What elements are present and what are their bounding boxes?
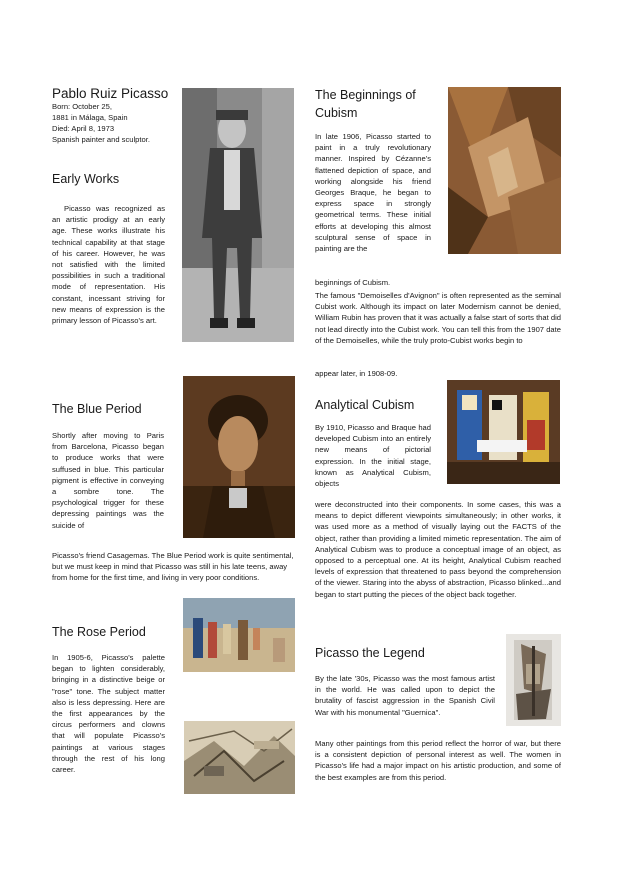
legend-heading: Picasso the Legend xyxy=(315,646,425,660)
rose-period-circus-sketch xyxy=(184,721,295,794)
three-musicians-painting xyxy=(447,380,560,484)
early-works-text: Picasso was recognized as an artistic prodigy at an early age. These works illustrate his technical capability at that stage of his career. However, he was not satisfied with the limited possibilities in such a traditional mode of representation. His constant, incessant striving for new means of expression is the primary lesson of Picasso's art. xyxy=(52,204,165,326)
early-works-heading: Early Works xyxy=(52,172,120,186)
bio-block xyxy=(52,86,182,145)
blue-period-text-wide: Picasso's friend Casagemas. The Blue Period work is quite sentimental, but we must keep in mind that Picasso was still in his late teens, away from home for the first time, and living in very poor conditions. xyxy=(52,551,294,583)
analytical-text-wide: were deconstructed into their components. In some cases, this was a means to depict different viewpoints simultaneously; in other works, it was used more as a method of visually laying out the FACTS of the object, rather than providing a limited mimetic representation. The aim of Analytical Cubism was to produce a conceptual image of an object, as opposed to a perceptual one. At its height, Analytical Cubism reached levels of expression that threatened to pass beyond the comprehension of the viewer. Staring into the abyss of abstraction, Picasso blinked...and began to start putting the pieces of the object back together. xyxy=(315,500,561,599)
cubism-text-line: beginnings of Cubism. xyxy=(315,278,391,287)
born-date: Born: October 25, xyxy=(52,102,112,111)
analytical-heading: Analytical Cubism xyxy=(315,398,415,412)
blue-period-self-portrait xyxy=(183,376,295,538)
analytical-text-narrow: By 1910, Picasso and Braque had developed Cubism into an entirely new means of pictorial expression. In the initial stage, known as Analytical Cubism, objects xyxy=(315,423,431,489)
legend-text-narrow: By the late '30s, Picasso was the most famous artist in the world. He was called upon to depict the brutality of fascist aggression in the Spanish Civil War with his monumental "Guernica". xyxy=(315,674,495,717)
cubism-heading-line2: Cubism xyxy=(315,106,358,120)
birthplace: 1881 in Málaga, Spain xyxy=(52,113,128,122)
died-date: Died: April 8, 1973 xyxy=(52,124,115,133)
cubism-text-last: appear later, in 1908-09. xyxy=(315,369,398,378)
cubism-heading-line1: The Beginnings of xyxy=(315,88,416,102)
blue-period-text-narrow: Shortly after moving to Paris from Barcelona, Picasso began to produce works that were suffused in blue. This particular pigment is effective in conveying a sombre tone. The psychological trigger for these depressing paintings was the suicide of xyxy=(52,431,164,530)
cubism-text-narrow: In late 1906, Picasso started to paint in a truly revolutionary manner. Inspired by Cézanne's flattened depiction of space, and working alongside his friend Georges Braque, he began to express space in strongly geometrical terms. These initial efforts at developing this almost sculptural sense of space in painting are the xyxy=(315,132,431,254)
young-picasso-photo xyxy=(182,88,294,342)
cubism-heading xyxy=(315,88,416,121)
cubist-painting xyxy=(448,87,561,254)
role: Spanish painter and sculptor. xyxy=(52,135,150,144)
rose-period-family-painting xyxy=(183,598,295,672)
cubism-text-wide: The famous "Demoiselles d'Avignon" is often represented as the seminal Cubist work. Although its impact on later Modernism cannot be denied, William Rubin has proven that it was actually a false start of sorts that did not lead directly into the Cubist work. You can tell this from the 1907 date of the Demoiselles, while the truly proto-Cubist works begin to xyxy=(315,291,561,345)
legend-text-wide: Many other paintings from this period reflect the horror of war, but there is a consistent depiction of personal interest as well. The women in Picasso's life had a major impact on his artistic production, and some of the best examples are from this period. xyxy=(315,739,561,782)
artist-name: Pablo Ruiz Picasso xyxy=(52,86,169,101)
blue-period-heading: The Blue Period xyxy=(52,402,142,416)
rose-period-heading: The Rose Period xyxy=(52,625,146,639)
rose-period-text: In 1905-6, Picasso's palette began to lighten considerably, bringing in a distinctive beige or "rose" tone. The subject matter also is less depressing. Here are the first appearances by the circus performers and clowns that will populate Picasso's paintings at various stages through the rest of his long career. xyxy=(52,653,165,775)
legend-painting xyxy=(506,634,561,726)
